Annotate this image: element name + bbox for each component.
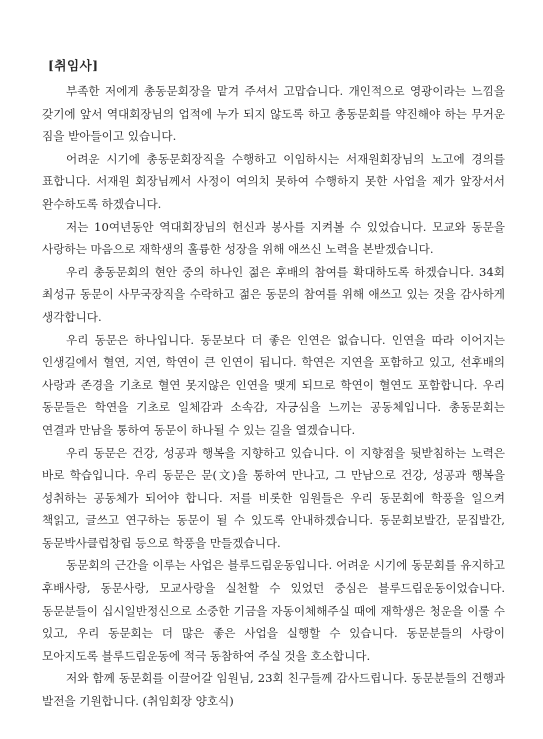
- paragraph: 저와 함께 동문회를 이끌어갈 임원님, 23회 친구들께 감사드립니다. 동문분들의 건행과 발전을 기원합니다. (취임회장 양호식): [42, 671, 505, 709]
- document-heading: [취임사]: [48, 58, 99, 73]
- paragraph: 우리 동문은 건강, 성공과 행복을 지향하고 있습니다. 이 지향점을 뒷받침하는 노력은 바로 학습입니다. 우리 동문은 문(文)을 통하여 만나고, 그 만남으로 건강, 성공과 행복을 성취하는 공동체가 되어야 합니다. 저를 비롯한 임원들은 우리 동문회에 학풍을 일으켜 책읽고, 글쓰고 연구하는 동문이 될 수 있도록 안내하겠습니다. 동문회보발간, 문집발간, 동문박사클럽창립 등으로 학풍을 만들겠습니다.: [42, 445, 505, 550]
- paragraph: 저는 10여년동안 역대회장님의 헌신과 봉사를 지켜볼 수 있었습니다. 모교와 동문을 사랑하는 마음으로 재학생의 훌륭한 성장을 위해 애쓰신 노력을 본받겠습니다.: [42, 219, 505, 257]
- paragraph: 어려운 시기에 총동문회장직을 수행하고 이임하시는 서재원회장님의 노고에 경의를 표합니다. 서재원 회장님께서 사정이 여의치 못하여 수행하지 못한 사업을 제가 앞장서서 완수하도록 하겠습니다.: [42, 151, 505, 211]
- document-body: [42, 80, 505, 713]
- paragraph: 부족한 저에게 총동문회장을 맡겨 주셔서 고맙습니다. 개인적으로 영광이라는 느낌을 갖기에 앞서 역대회장님의 업적에 누가 되지 않도록 하고 총동문회를 약진해야 하는 무거운 짐을 받아들이고 있습니다.: [42, 84, 505, 144]
- paragraph: 동문회의 근간을 이루는 사업은 블루드림운동입니다. 어려운 시기에 동문회를 유지하고 후배사랑, 동문사랑, 모교사랑을 실천할 수 있었던 중심은 블루드림운동이었습니다. 동문분들이 십시일반정신으로 소중한 기금을 자동이체해주실 때에 재학생은 청운을 이룰 수 있고, 우리 동문회는 더 많은 좋은 사업을 실행할 수 있습니다. 동문분들의 사랑이 모아지도록 블루드림운동에 적극 동참하여 주실 것을 호소합니다.: [42, 558, 505, 663]
- paragraph: 우리 동문은 하나입니다. 동문보다 더 좋은 인연은 없습니다. 인연을 따라 이어지는 인생길에서 혈연, 지연, 학연이 큰 인연이 됩니다. 학연은 지연을 포함하고 있고, 선후배의 사랑과 존경을 기초로 혈연 못지않은 인연을 맺게 되므로 학연이 혈연도 포함합니다. 우리 동문들은 학연을 기초로 일체감과 소속감, 자긍심을 느끼는 공동체입니다. 총동문회는 연결과 만남을 통하여 동문이 하나될 수 있는 길을 열겠습니다.: [42, 332, 505, 437]
- paragraph: 우리 총동문회의 현안 중의 하나인 젊은 후배의 참여를 확대하도록 하겠습니다. 34회 최성규 동문이 사무국장직을 수락하고 젊은 동문의 참여를 위해 애쓰고 있는 것을 감사하게 생각합니다.: [42, 264, 505, 324]
